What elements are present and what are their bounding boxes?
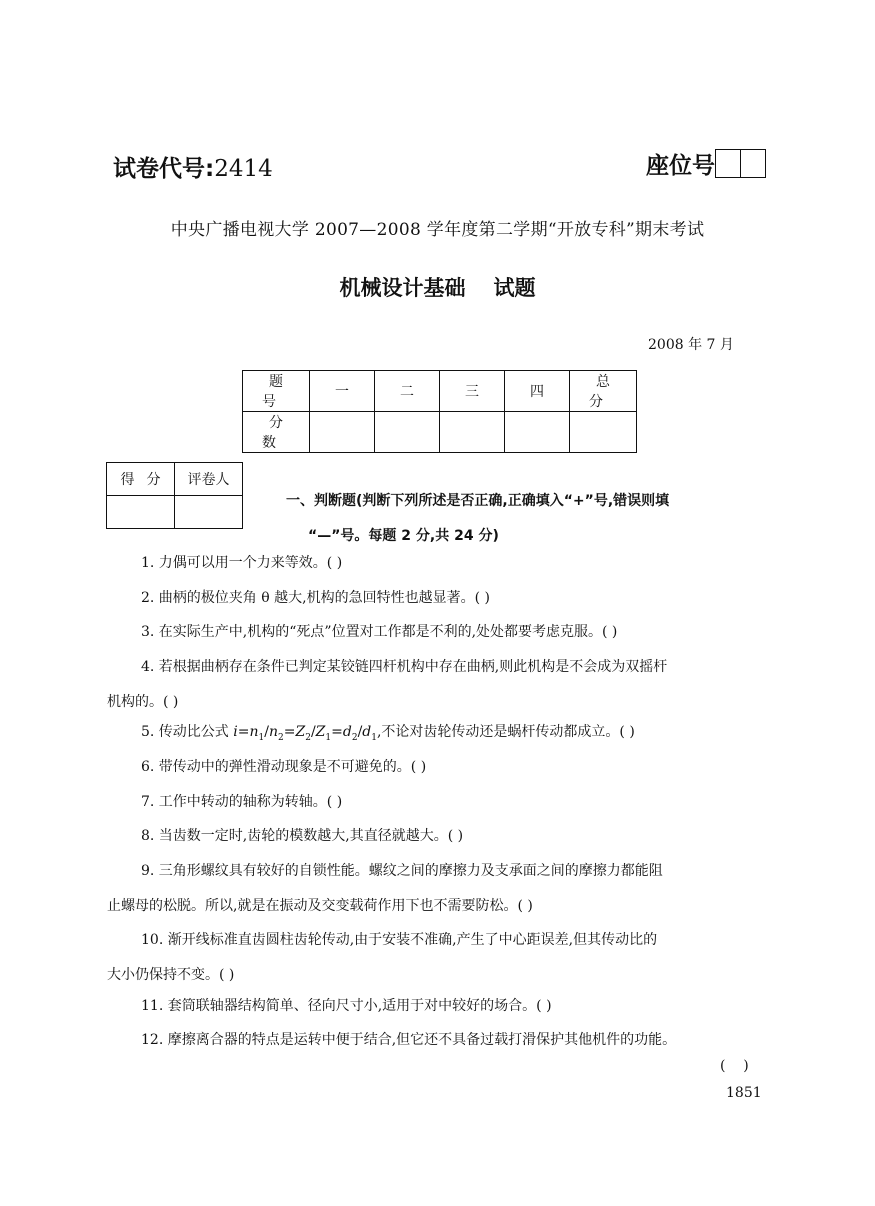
question-4 bbox=[107, 651, 772, 718]
question-text-cont: 机构的。( ) bbox=[107, 694, 179, 710]
score-col-4: 四 bbox=[505, 371, 570, 412]
grader-score-label: 得分 bbox=[107, 463, 175, 496]
score-table-header-row bbox=[243, 371, 637, 412]
seat-label: 座位号 bbox=[646, 153, 715, 179]
question-11 bbox=[107, 990, 772, 1022]
question-text: 12. 摩擦离合器的特点是运转中便于结合,但它还不具备过载打滑保护其他机件的功能。 bbox=[141, 1032, 677, 1048]
seat-box-2[interactable] bbox=[741, 149, 766, 178]
score-table bbox=[242, 370, 637, 453]
question-text: 4. 若根据曲柄存在条件已判定某铰链四杆机构中存在曲柄,则此机构是不会成为双摇杆 bbox=[141, 659, 668, 675]
grader-name-label: 评卷人 bbox=[175, 463, 243, 496]
page-number: 1851 bbox=[726, 1085, 762, 1101]
section-1-heading-line1: 一、判断题(判断下列所述是否正确,正确填入“+”号,错误则填 bbox=[286, 493, 670, 509]
score-cell-4[interactable] bbox=[505, 412, 570, 453]
question-text: 5. 传动比公式 bbox=[141, 724, 234, 740]
seat-number bbox=[646, 147, 766, 180]
section-1-heading-line2: “—”号。每题 2 分,共 24 分) bbox=[308, 528, 499, 544]
question-text-cont: 止螺母的松脱。所以,就是在振动及交变载荷作用下也不需要防松。( ) bbox=[107, 898, 533, 914]
exam-code-label: 试卷代号: bbox=[113, 156, 215, 182]
question-text: 10. 渐开线标准直齿圆柱齿轮传动,由于安装不准确,产生了中心距误差,但其传动比的 bbox=[141, 932, 658, 948]
score-cell-2[interactable] bbox=[375, 412, 440, 453]
score-col-1: 一 bbox=[310, 371, 375, 412]
question-text: 11. 套筒联轴器结构简单、径向尺寸小,适用于对中较好的场合。( ) bbox=[141, 998, 552, 1014]
question-1 bbox=[107, 547, 772, 579]
grader-header-row bbox=[107, 463, 243, 496]
score-total-label: 总分 bbox=[570, 371, 637, 412]
score-cell-total[interactable] bbox=[570, 412, 637, 453]
grader-table bbox=[106, 462, 243, 529]
score-cell-1[interactable] bbox=[310, 412, 375, 453]
grader-score-cell[interactable] bbox=[107, 496, 175, 529]
question-text: 3. 在实际生产中,机构的“死点”位置对工作都是不利的,处处都要考虑克服。( ) bbox=[141, 624, 618, 640]
question-text: 2. 曲柄的极位夹角 θ 越大,机构的急回特性也越显著。( ) bbox=[141, 590, 490, 606]
score-table-row1-label: 题号 bbox=[243, 371, 310, 412]
exam-code-value: 2414 bbox=[214, 156, 273, 182]
question-text-cont: ,不论对齿轮传动还是蜗杆传动都成立。( ) bbox=[376, 724, 635, 740]
question-text: 1. 力偶可以用一个力来等效。( ) bbox=[141, 555, 343, 571]
score-table-row2-label: 分数 bbox=[243, 412, 310, 453]
grader-name-cell[interactable] bbox=[175, 496, 243, 529]
university-line: 中央广播电视大学 2007—2008 学年度第二学期“开放专科”期末考试 bbox=[170, 220, 705, 240]
question-7 bbox=[107, 786, 772, 818]
gear-ratio-formula: $i=n_1/n_2=Z_2/Z_1=d_2/d_1$ bbox=[233, 724, 377, 743]
question-text: 8. 当齿数一定时,齿轮的模数越大,其直径就越大。( ) bbox=[141, 828, 464, 844]
question-text-cont: 大小仍保持不变。( ) bbox=[107, 967, 235, 983]
question-text: 6. 带传动中的弹性滑动现象是不可避免的。( ) bbox=[141, 759, 427, 775]
score-table-value-row bbox=[243, 412, 637, 453]
question-8 bbox=[107, 820, 772, 852]
question-3 bbox=[107, 616, 772, 648]
exam-code bbox=[113, 150, 273, 183]
seat-box-1[interactable] bbox=[715, 149, 741, 178]
question-12-answer-paren: ( ) bbox=[720, 1058, 749, 1074]
score-col-3: 三 bbox=[440, 371, 505, 412]
score-cell-3[interactable] bbox=[440, 412, 505, 453]
subject-name: 机械设计基础 bbox=[339, 276, 466, 300]
question-text: 7. 工作中转动的轴称为转轴。( ) bbox=[141, 794, 343, 810]
section-1-heading bbox=[286, 484, 786, 554]
question-5 bbox=[107, 716, 772, 754]
question-2 bbox=[107, 582, 772, 614]
subject-title bbox=[0, 272, 875, 302]
question-10 bbox=[107, 924, 772, 991]
question-text: 9. 三角形螺纹具有较好的自锁性能。螺纹之间的摩擦力及支承面之间的摩擦力都能阻 bbox=[141, 863, 663, 879]
grader-value-row bbox=[107, 496, 243, 529]
question-9 bbox=[107, 855, 772, 922]
exam-date: 2008 年 7 月 bbox=[648, 337, 734, 353]
score-col-2: 二 bbox=[375, 371, 440, 412]
subject-suffix: 试题 bbox=[493, 276, 536, 300]
question-12 bbox=[107, 1024, 772, 1056]
question-6 bbox=[107, 751, 772, 783]
